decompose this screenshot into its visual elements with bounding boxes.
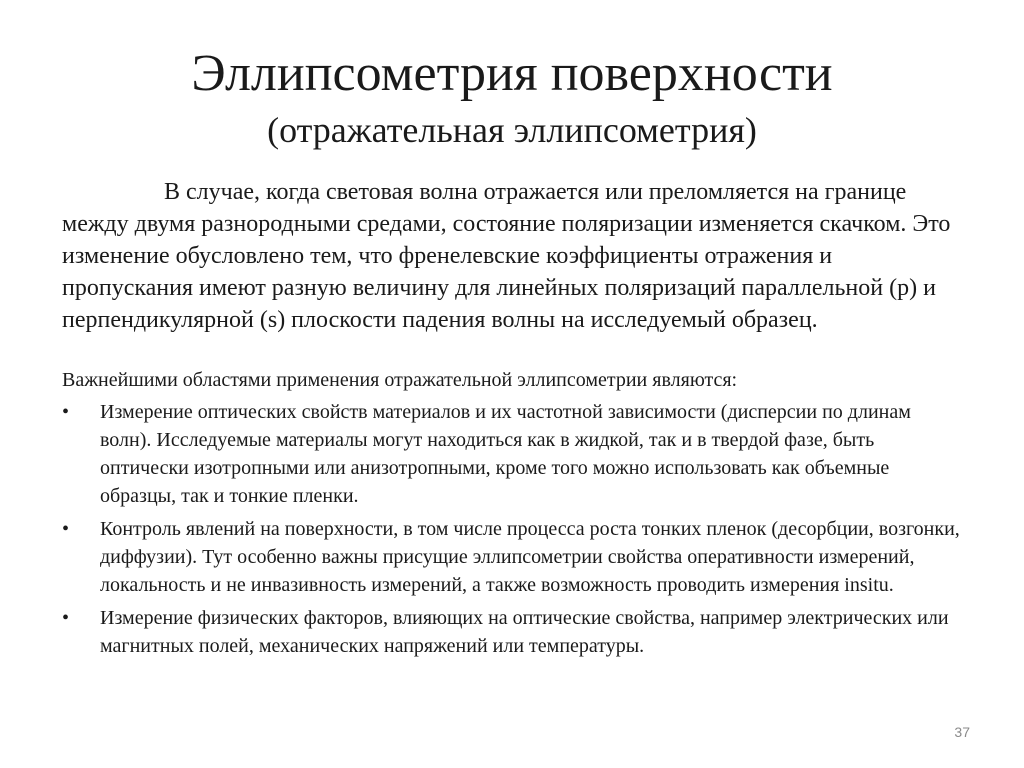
bullet-icon: • [62, 518, 70, 540]
list-item [62, 515, 962, 599]
list-item [62, 398, 962, 510]
applications-list [62, 398, 962, 665]
bullet-icon: • [62, 401, 70, 423]
list-item-text: Измерение физических факторов, влияющих на оптические свойства, например электрических или магнитных полей, механических напряжений или температуры. [100, 607, 949, 657]
slide-subtitle: (отражательная эллипсометрия) [267, 110, 757, 150]
list-item-text: Измерение оптических свойств материалов и их частотной зависимости (дисперсии по длинам волн). Исследуемые материалы могут находиться как в жидкой, так и в твердой фазе, быть оптически изотропными или анизотропными, кроме того можно использовать как объемные образцы, так и тонкие пленки. [100, 401, 911, 507]
bullet-icon: • [62, 607, 70, 629]
applications-lead: Важнейшими областями применения отражательной эллипсометрии являются: [62, 369, 738, 391]
intro-paragraph: В случае, когда световая волна отражается или преломляется на границе между двумя разнородными средами, состояние поляризации изменяется скачком. Это изменение обусловлено тем, что френелевские коэффициенты отражения и пропускания имеют разную величину для линейных поляризаций параллельной (p) и перпендикулярной (s) плоскости падения волны на исследуемый образец. [62, 179, 951, 333]
slide-title: Эллипсометрия поверхности [191, 45, 833, 102]
list-item-text: Контроль явлений на поверхности, в том числе процесса роста тонких пленок (десорбции, возгонки, диффузии). Тут особенно важны присущие эллипсометрии свойства оперативности измерений, локальность и не инвазивность измерений, а также возможность проводить измерения insitu. [100, 518, 960, 596]
page-number: 37 [954, 724, 970, 740]
list-item [62, 604, 962, 660]
